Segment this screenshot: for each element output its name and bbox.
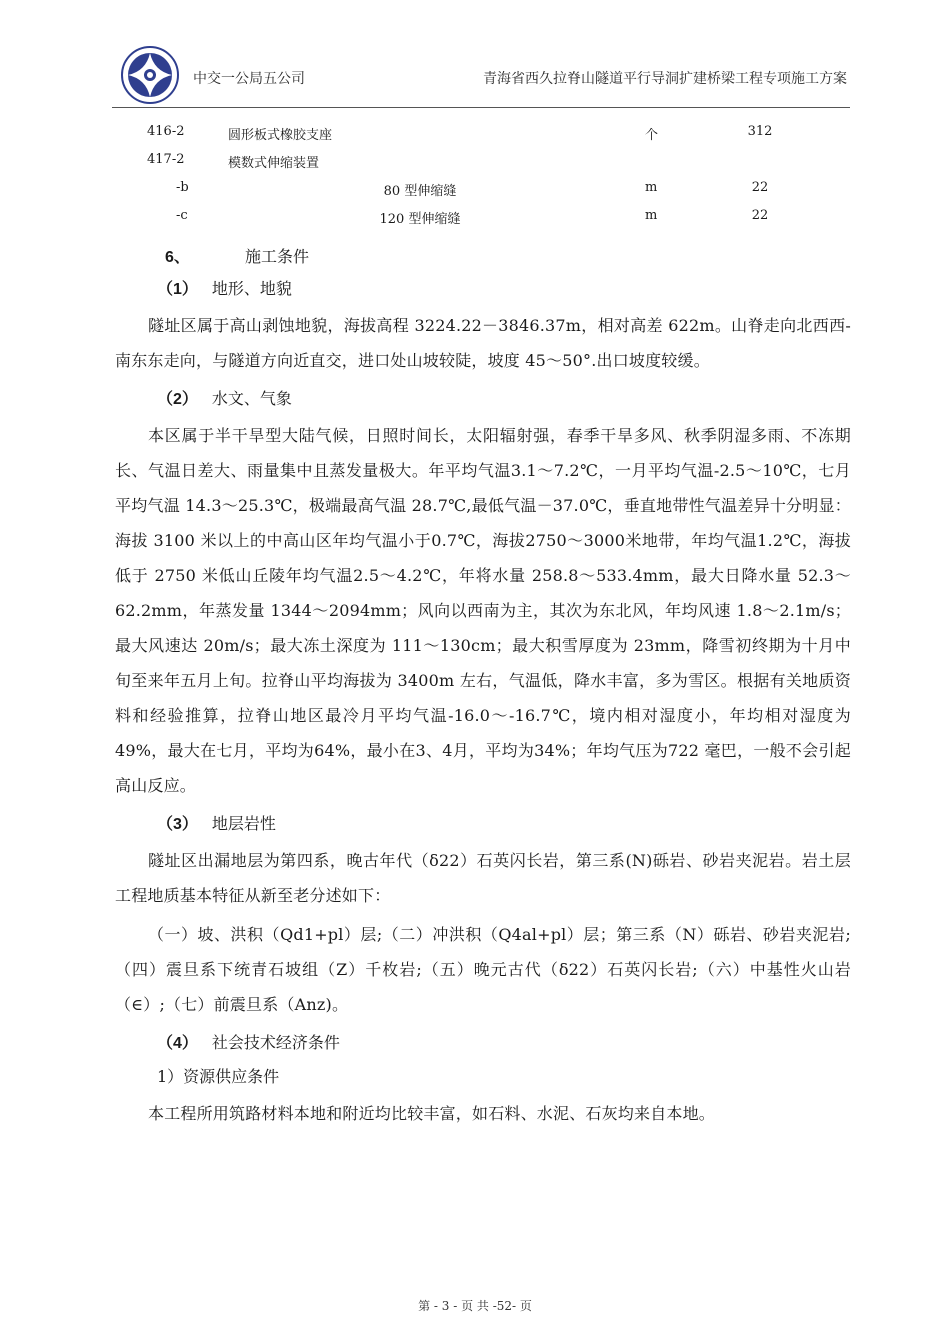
item-quantity: 312 — [747, 124, 773, 139]
table-row — [0, 204, 950, 232]
paragraph: 本区属于半干旱型大陆气候，日照时间长，太阳辐射强，春季干旱多风、秋季阴湿多雨、不冻期长、气温日差大、雨量集中且蒸发量极大。年平均气温3.1～7.2℃，一月平均气温-2.5～10℃，七月平均气温 14.3～25.3℃，极端最高气温 28.7℃,最低气温－37.0℃，垂直地带性气温差异十分明显：海拔 3100 米以上的中高山区年均气温小于0.7℃，海拔2750～3000米地带，年均气温1.2℃，海拔低于 2750 米低山丘陵年均气温2.5～4.2℃，年将水量 258.8～533.4mm，最大日降水量 52.3～62.2mm，年蒸发量 1344～2094mm；风向以西南为主，其次为东北风，年均风速 1.8～2.1m/s；最大风速达 20m/s；最大冻土深度为 111～130cm；最大积雪厚度为 23mm，降雪初终期为十月中旬至来年五月上旬。拉脊山平均海拔为 3400m 左右，气温低，降水丰富，多为雪区。根据有关地质资料和经验推算，拉脊山地区最冷月平均气温-16.0～-16.7℃，境内相对湿度小，年均相对湿度为49%，最大在七月，平均为64%，最小在3、4月，平均为34%；年均气压为722 毫巴，一般不会引起高山反应。 — [115, 426, 851, 795]
item-name: 80 型伸缩缝 — [383, 184, 457, 199]
section-number: 6、 — [165, 248, 190, 266]
item-unit: m — [645, 180, 658, 195]
item-name: 120 型伸缩缝 — [379, 212, 461, 227]
table-row — [0, 148, 950, 176]
subsection-number: （1） — [157, 281, 198, 298]
subsection-number: （4） — [157, 1035, 198, 1052]
paragraph: 隧址区属于高山剥蚀地貌，海拔高程 3224.22－3846.37m，相对高差 622m。山脊走向北西西-南东东走向，与隧道方向近直交，进口处山坡较陡，坡度 45～50°.出口坡度较缓。 — [115, 316, 851, 370]
item-quantity: 22 — [751, 208, 769, 223]
subsection-heading — [115, 807, 851, 841]
subsection-heading — [115, 272, 851, 306]
item-quantity: 22 — [751, 180, 769, 195]
section-title: 施工条件 — [245, 246, 310, 266]
item-name: 圆形板式橡胶支座 — [228, 128, 333, 143]
subsection-title: 社会技术经济条件 — [211, 1033, 340, 1052]
header-divider — [112, 107, 850, 108]
quantity-table — [0, 120, 950, 232]
company-name: 中交一公局五公司 — [193, 71, 305, 87]
company-logo-icon — [120, 45, 180, 105]
page-number: 第 - 3 - 页 共 -52- 页 — [418, 1299, 532, 1313]
subsection-title: 地层岩性 — [211, 814, 276, 833]
page-header — [0, 0, 950, 112]
document-title: 青海省西久拉脊山隧道平行导洞扩建桥梁工程专项施工方案 — [483, 71, 847, 87]
document-body — [115, 238, 851, 1135]
item-unit: m — [645, 208, 658, 223]
paragraph: （一）坡、洪积（Qd1+pl）层;（二）冲洪积（Q4al+pl）层；第三系（N）砾岩、砂岩夹泥岩;（四）震旦系下统青石坡组（Z）千枚岩;（五）晚元古代（δ22）石英闪长岩;（六）中基性火山岩（∈）;（七）前震旦系（Anz)。 — [115, 925, 851, 1014]
item-code: -b — [176, 180, 189, 195]
item-unit: 个 — [645, 128, 659, 143]
paragraph: 本工程所用筑路材料本地和附近均比较丰富，如石料、水泥、石灰均来自本地。 — [148, 1104, 716, 1123]
item-code: -c — [176, 208, 188, 223]
subsection-heading — [115, 382, 851, 416]
subsection-number: （3） — [157, 816, 198, 833]
paragraph: 隧址区出漏地层为第四系，晚古年代（δ22）石英闪长岩，第三系(N)砾岩、砂岩夹泥岩。岩土层工程地质基本特征从新至老分述如下： — [115, 851, 851, 905]
table-row — [0, 176, 950, 204]
section-heading — [115, 238, 851, 272]
list-item: 1）资源供应条件 — [157, 1067, 280, 1086]
subsection-heading — [115, 1026, 851, 1060]
table-row — [0, 120, 950, 148]
subsection-number: （2） — [157, 391, 198, 408]
subsection-title: 水文、气象 — [211, 389, 292, 408]
item-name: 模数式伸缩装置 — [228, 156, 320, 171]
subsection-title: 地形、地貌 — [211, 279, 292, 298]
item-code: 416-2 — [147, 124, 185, 139]
item-code: 417-2 — [147, 152, 185, 167]
